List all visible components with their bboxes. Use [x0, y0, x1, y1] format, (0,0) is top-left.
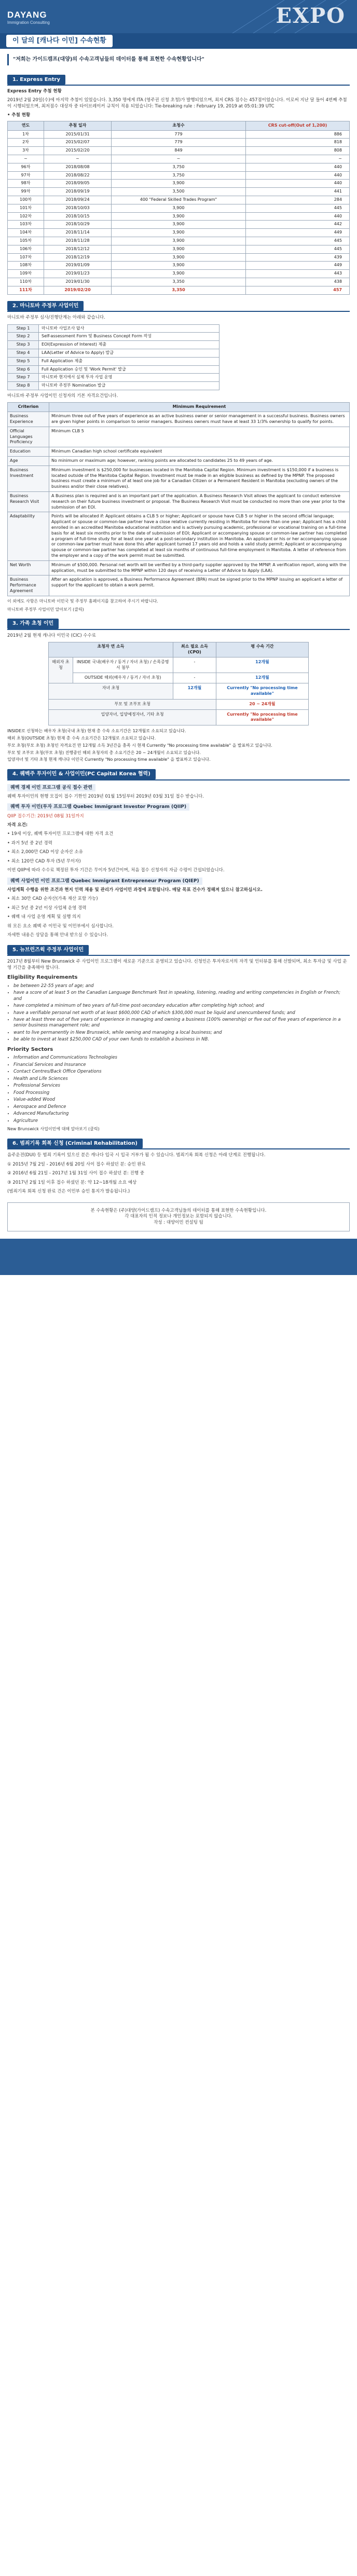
- section-quebec: [7, 769, 350, 938]
- table-row: [8, 237, 350, 245]
- intro: [0, 49, 357, 68]
- table-row: [8, 349, 219, 357]
- section-subtitle: Express Entry 추첨 현황: [7, 89, 62, 94]
- table-cell: 2019/02/20: [44, 286, 112, 294]
- column-header: 초청수: [112, 121, 246, 130]
- section-header: 2. 마니토바 주정부 사업이민: [7, 301, 84, 311]
- sub-heading-text: 퀘벡 사업이민 이민 프로그램 Quebec Immigrant Entrepreneur Program (QIEP): [7, 878, 202, 885]
- table-row: [8, 139, 350, 147]
- table-cell: 3,900: [112, 237, 246, 245]
- table-cell: INSIDE 국내(배우자 / 동거 / 자녀 초청) / 손목증명서 첨부: [73, 657, 173, 673]
- table-row: [8, 341, 219, 349]
- table-cell: Currently "No processing time available": [216, 709, 309, 725]
- footer-line: 본 수속현황은 (주)대양(가이드캠프) 수속고객님들의 데이터를 통해 표현한 수속현황입니다.: [90, 1208, 267, 1213]
- list-item: 부모 및 조부모 초청(부모 초청) 진행중인 해외 초청자의 총 소요기간은 20 ~ 24개월이 소요되고 있습니다.: [7, 750, 201, 755]
- criterion-name: Adaptability: [8, 512, 49, 560]
- criterion-name: Business Investment: [8, 465, 49, 491]
- section-express-entry: [7, 75, 350, 295]
- section-paragraph: 자세한 내용은 상담을 통해 안내 받으실 수 있습니다.: [7, 933, 108, 938]
- title-bar: [0, 33, 357, 49]
- table-cell: 3,900: [112, 245, 246, 253]
- table-cell: 102차: [8, 212, 44, 221]
- divider: [7, 779, 350, 780]
- table-cell: 111차: [8, 286, 44, 294]
- table-cell: 779: [112, 130, 246, 139]
- step-number: Step 3: [8, 341, 39, 349]
- table-cell: 284: [246, 196, 350, 204]
- criterion-name: Education: [8, 447, 49, 457]
- requirements-title: 자격 요건:: [7, 822, 28, 828]
- table-cell: 12개월: [216, 673, 309, 683]
- table-cell: 818: [246, 139, 350, 147]
- table-row: [8, 278, 350, 286]
- list-item: • have a verifiable personal net worth of at least $600,000 CAD of which $300,000 must be liquid and unencumbered funds; and: [13, 1010, 350, 1016]
- table-header-row: [8, 121, 350, 130]
- section-paragraph: 2017년 8월부터 New Brunswick 주 사업이민 프로그램이 새로운 기준으로 운영되고 있습니다. 신청인은 투자자로서의 자격 및 인터뷰를 통해 선발되며, 최소 투자금 및 사업 운영 기간을 충족해야 합니다.: [7, 959, 347, 970]
- table-row: [8, 253, 350, 262]
- step-description: 마니토바 주정부 Nomination 발급: [39, 382, 219, 390]
- table-row: [8, 204, 350, 212]
- table-cell: 2018/10/29: [44, 221, 112, 229]
- section-header: 4. 퀘벡주 투자이민 & 사업이민(PC Capital Korea 협력): [7, 769, 156, 779]
- section-paragraph: 퀘벡 투자이민의 현행 모집이 접수 기한인 2019년 01월 15일부터 2019년 03월 31일 접수 받습니다.: [7, 793, 204, 799]
- eligibility-title: Eligibility Requirements: [7, 975, 78, 981]
- draw-table: [7, 121, 350, 295]
- sub-heading: [7, 878, 350, 884]
- table-cell: 2018/12/12: [44, 245, 112, 253]
- table-cell: 부모 및 조부모 초청: [49, 699, 216, 709]
- table-row: [8, 576, 350, 596]
- list-item: • Food Processing: [13, 1090, 350, 1096]
- table-cell: -: [173, 657, 216, 673]
- list-item: 부모 초청(부모 초청) 초청인 자격요건 만 12개월 소득 3년간을 충족 시 현재 Currently "No processing time available" 을 발표하고 있습니다.: [7, 743, 272, 748]
- requirement-item: • 19세 이상, 퀘벡 투자이민 프로그램에 대한 자격 요건: [7, 831, 114, 837]
- table-cell: 109차: [8, 270, 44, 278]
- table-cell: 2018/11/14: [44, 229, 112, 237]
- table-cell: 108차: [8, 262, 44, 270]
- table-cell: 2018/08/08: [44, 163, 112, 171]
- sub-heading: [7, 785, 350, 791]
- table-cell: 110차: [8, 278, 44, 286]
- table-row: [8, 447, 350, 457]
- table-cell: 440: [246, 212, 350, 221]
- divider: [7, 311, 350, 312]
- criterion-requirement: Minimum CLB 5: [49, 427, 350, 447]
- table-cell: 20 ~ 24개월: [216, 699, 309, 709]
- requirement-item: • 과거 5년 중 2년 경력: [7, 840, 52, 846]
- table-cell: 1차: [8, 130, 44, 139]
- table-cell: 2018/10/03: [44, 204, 112, 212]
- criteria-table: [7, 402, 350, 596]
- table-row: [8, 155, 350, 163]
- table-cell: 2018/09/05: [44, 180, 112, 188]
- column-header: Criterion: [8, 403, 49, 412]
- requirement-item: • 최소 120만 CAD 투자 (5년 무이자): [7, 858, 81, 864]
- table-row: [8, 221, 350, 229]
- table-cell: 3,900: [112, 253, 246, 262]
- section-lead: 2019년 2월 현재 캐나다 이민국 (CIC) 수수료: [7, 633, 97, 638]
- list-item: • Aerospace and Defence: [13, 1104, 350, 1110]
- table-cell: 3,350: [112, 286, 246, 294]
- step-description: Full Application 제출: [39, 357, 219, 365]
- fee-table-wrap: [48, 642, 309, 725]
- section-manitoba: [7, 301, 350, 613]
- family-bullets: [7, 729, 350, 763]
- list-item: • want to live permanently in New Brunswick, while owning and managing a local business; and: [13, 1030, 350, 1036]
- sub-heading-text: 퀘벡 투자 이민(투자 프로그램 Quebec Immigrant Investor Program (QIIP): [7, 803, 189, 811]
- column-header: 추첨 일자: [44, 121, 112, 130]
- table-row: [8, 357, 219, 365]
- footer-note: [7, 1202, 350, 1231]
- table-row: [8, 196, 350, 204]
- footer-line: 각 대표자의 인적 정보나 개인정보는 포함되지 않습니다.: [125, 1214, 232, 1220]
- table-cell: 440: [246, 171, 350, 180]
- table-cell: 2019/01/23: [44, 270, 112, 278]
- table-cell: 445: [246, 245, 350, 253]
- table-cell: 101차: [8, 204, 44, 212]
- table-cell: 443: [246, 270, 350, 278]
- fee-table: [48, 642, 309, 725]
- requirement-item: • 최소 30만 CAD 순자산(가족 재산 포함 가능): [7, 896, 98, 902]
- section-paragraph: 위 모든 요소 퀘벡 주 이민국 및 이민부에서 심사합니다.: [7, 923, 114, 929]
- divider: [7, 85, 350, 86]
- table-body: [8, 324, 219, 390]
- table-row: [8, 560, 350, 576]
- table-cell: 445: [246, 204, 350, 212]
- table-body: [8, 412, 350, 596]
- criterion-name: Official Languages Proficiency: [8, 427, 49, 447]
- table-cell: 97차: [8, 171, 44, 180]
- table-row: [49, 657, 309, 673]
- table-cell: 3,900: [112, 204, 246, 212]
- section-new-brunswick: [7, 945, 350, 1132]
- table-cell: 100차: [8, 196, 44, 204]
- criterion-name: Business Performance Agreement: [8, 576, 49, 596]
- table-cell: OUTSIDE 해외(배우자 / 동거 / 자녀 초청): [73, 673, 173, 683]
- table-cell: -: [173, 673, 216, 683]
- table-cell: 3,900: [112, 180, 246, 188]
- requirement-item: • 최소 2,000만 CAD 이상 순자산 소유: [7, 849, 83, 855]
- table-cell: 3,750: [112, 171, 246, 180]
- table-row: [8, 270, 350, 278]
- requirement-item: • 퀘벡 내 사업 운영 계획 및 실행 의지: [7, 914, 81, 920]
- table-cell: ~: [44, 155, 112, 163]
- table-row: [8, 512, 350, 560]
- table-cell: 3차: [8, 147, 44, 155]
- list-item: INSIDE로 신청하는 배우자 초청(국내 초청) 현재 총 수속 소요기간은 12개월로 소요되고 있습니다.: [7, 729, 186, 734]
- column-header: 연도: [8, 121, 44, 130]
- table-row: [8, 333, 219, 341]
- criterion-requirement: Minimum of $500,000. Personal net worth will be verified by a third-party supplier approved by the MPNP. A verification report, along with the application, must be submitted to the MPNP within 120 days of receiving a Letter of Advice to Apply (LAA).: [49, 560, 350, 576]
- column-header: CRS cut-off(Out of 1,200): [246, 121, 350, 130]
- section-paragraph: 사업계획 수행을 위한 조건과 현지 인력 채용 및 관리가 사업이민 과정에 포함됩니다. 매달 목표 건수가 정해져 있으니 참고하십시오.: [7, 887, 263, 893]
- criterion-name: Net Worth: [8, 560, 49, 576]
- table-cell: 96차: [8, 163, 44, 171]
- table-row: [49, 673, 309, 683]
- step-description: 마니토바 사업조사 답사: [39, 324, 219, 333]
- bottom-band: [0, 1239, 357, 1275]
- section-note: 이 외에도 사항은 마니토바 이민국 및 주정부 홈페이지를 참고하여 주시기 바랍니다.: [7, 598, 158, 604]
- table-cell: 400 "Federal Skilled Trades Program": [112, 196, 246, 204]
- table-cell: 3,500: [112, 188, 246, 196]
- table-cell: 입양자녀, 입양예정자녀, 기타 초청: [49, 709, 216, 725]
- table-row: [8, 286, 350, 294]
- table-cell: 2015/02/07: [44, 139, 112, 147]
- list-item: • Professional Services: [13, 1083, 350, 1089]
- table-cell: 445: [246, 237, 350, 245]
- table-cell: 106차: [8, 245, 44, 253]
- table-cell: 2018/09/24: [44, 196, 112, 204]
- table-cell: 3,900: [112, 262, 246, 270]
- criterion-requirement: Minimum investment is $250,000 for businesses located in the Manitoba Capital Region. Minimum investment is $150,000 if a business is located outside of the Manitoba Capital Region. Investment must be made in an eligible business as defined by the MPNP. The proposed business must create a minimum of at least one job for a Canadian Citizen or a Permanent Resident in Manitoba (excluding owners of the business and/or their close relatives).: [49, 465, 350, 491]
- list-item: ② 2016년 6월 21일 - 2017년 1월 31일 사이 접수 하셨던 분: 진행 중: [7, 1171, 144, 1176]
- step-number: Step 8: [8, 382, 39, 390]
- table-cell: 439: [246, 253, 350, 262]
- table-row: [8, 365, 219, 374]
- section-paragraph: 음주운전(DUI) 등 범죄 기록이 있으신 분은 캐나다 입국 시 입국 거부가 될 수 있습니다. 범죄기록 회복 신청은 아래 단계로 진행됩니다.: [7, 1153, 266, 1158]
- table-cell: 438: [246, 278, 350, 286]
- step-number: Step 6: [8, 365, 39, 374]
- criterion-requirement: No minimum or maximum age; however, ranking points are allocated to candidates 25 to 49 years of age.: [49, 457, 350, 466]
- list-item: • have a score of at least 5 on the Canadian Language Benchmark Test in speaking, listening, reading and writing competencies in English or French; and: [13, 990, 350, 1002]
- table-cell: 3,900: [112, 212, 246, 221]
- table-cell: 해외자 초청: [49, 657, 73, 683]
- table-row: [8, 457, 350, 466]
- step-number: Step 1: [8, 324, 39, 333]
- table-header-row: [49, 642, 309, 657]
- table-cell: 441: [246, 188, 350, 196]
- table-cell: ~: [246, 155, 350, 163]
- intro-note: "저희는 가이드캠프(대양)의 수속고객님들의 데이터를 통해 표현한 수속현황입니다": [7, 54, 350, 65]
- page-title: 이 달의 [캐나다 이민] 수속현황: [6, 35, 113, 47]
- table-cell: 440: [246, 163, 350, 171]
- column-header: 최소 필요 소득 (CPO): [173, 642, 216, 657]
- table-row: [8, 427, 350, 447]
- table-row: [49, 683, 309, 700]
- table-cell: 3,900: [112, 229, 246, 237]
- table-row: [8, 412, 350, 427]
- criterion-name: Business Research Visit: [8, 491, 49, 512]
- table-row: [8, 491, 350, 512]
- table-row: [8, 374, 219, 382]
- criteria-lead: 마니토바 주정부 사업이민 신청자의 기본 자격요건입니다.: [7, 393, 118, 399]
- step-description: 마니토바 현지에서 실제 투자 사업 운영: [39, 374, 219, 382]
- step-number: Step 7: [8, 374, 39, 382]
- table-cell: 2019/01/09: [44, 262, 112, 270]
- table-cell: 849: [112, 147, 246, 155]
- divider: [7, 1148, 350, 1149]
- column-header: 초청자 연 소득: [49, 642, 173, 657]
- table-row: [8, 245, 350, 253]
- table-row: [8, 465, 350, 491]
- list-item: 입양자녀 및 기타 초청 현재 캐나다 이민국 Currently "No processing time available" 을 발표하고 있습니다.: [7, 757, 211, 762]
- table-row: [8, 171, 350, 180]
- criterion-requirement: Minimum Canadian high school certificate equivalent: [49, 447, 350, 457]
- table-row: [8, 262, 350, 270]
- table-cell: 442: [246, 221, 350, 229]
- divider: [7, 955, 350, 956]
- section-header: 1. Express Entry: [7, 75, 65, 85]
- table-cell: ~: [112, 155, 246, 163]
- sectors-list: [7, 1055, 350, 1124]
- table-cell: 449: [246, 262, 350, 270]
- criterion-name: Business Experience: [8, 412, 49, 427]
- qiip-deadline: QIIP 접수기간: 2019년 08월 31일까지: [7, 813, 84, 819]
- new-brunswick-link[interactable]: New Brunswick 사업이민에 대해 알아보기 (클릭): [7, 1127, 100, 1132]
- table-cell: 12개월: [173, 683, 216, 700]
- step-description: Self-assessment Form 및 Business Concept Form 작성: [39, 333, 219, 341]
- page: [0, 0, 357, 1275]
- step-number: Step 5: [8, 357, 39, 365]
- table-header-row: [8, 403, 350, 412]
- eligibility-list: [7, 983, 350, 1043]
- table-row: [8, 180, 350, 188]
- section-criminal-rehab: [7, 1139, 350, 1195]
- table-cell: 104차: [8, 229, 44, 237]
- list-item: • Financial Services and Insurance: [13, 1062, 350, 1068]
- footer-line: 작성 : 대양이민 컨설팅 팀: [154, 1220, 203, 1225]
- criterion-requirement: A Business plan is required and is an important part of the application. A Business Research Visit allows the applicant to conduct extensive research on their future business investment or proposal. The Business Research Visit must be conducted no more than one year prior to the submission of an EOI.: [49, 491, 350, 512]
- table-row: [8, 130, 350, 139]
- table-cell: 2018/12/19: [44, 253, 112, 262]
- column-header: 평 수속 기간: [216, 642, 309, 657]
- list-item: • Information and Communications Technologies: [13, 1055, 350, 1061]
- column-header: Minimum Requirement: [49, 403, 350, 412]
- list-item: ③ 2017년 2월 1일 이후 접수 하셨던 분: 약 12~18개월 소요 예상: [7, 1180, 137, 1185]
- criterion-requirement: Points will be allocated if: Applicant obtains a CLB 5 or higher; Applicant or spouse have CLB 5 or higher in the second official language; Applicant or spouse or common-law partner have a close relative currently residing in Manitoba for more than one year; Applicant has a child enrolled in an accredited Manitoba educational institution and is actively pursuing academic, professional or vocational training on a full-time basis for at least six months prior to the date of submission of EOI; Applicant or accompanying spouse or common-law partner has completed a program of full-time study for at least one year at a post-secondary institution in Manitoba. An applicant or his or her accompanying spouse or common-law partner must have done this after applicant turned 17 years old and holds a valid study permit; Applicant or accompanying spouse or common-law partner has completed at least six months of continuous full-time employment in Manitoba. A letter of reference from the employer and a copy of the work permit must be submitted.: [49, 512, 350, 560]
- manitoba-link[interactable]: 마니토바 주정부 사업이민 알아보기 (클릭): [7, 607, 84, 612]
- list-item: • have at least three out of five years of experience in managing and owning a business (100% ownership) or five out of five years of experience in a senior business management role; and: [13, 1017, 350, 1029]
- table-cell: 2018/10/15: [44, 212, 112, 221]
- table-cell: 457: [246, 286, 350, 294]
- list-item: • be able to invest at least $250,000 CAD of your own funds to establish a business in NB.: [13, 1037, 350, 1043]
- divider: [7, 629, 350, 630]
- table-cell: 12개월: [216, 657, 309, 673]
- table-row: [8, 382, 219, 390]
- list-item: • Contact Centres/Back Office Operations: [13, 1069, 350, 1075]
- table-cell: 103차: [8, 221, 44, 229]
- table-cell: 3,350: [112, 278, 246, 286]
- criterion-name: Age: [8, 457, 49, 466]
- table-cell: 3,900: [112, 221, 246, 229]
- table-row: [8, 147, 350, 155]
- section-lead: 마니토바 주정부 심사/진행단계는 아래와 같습니다.: [7, 315, 105, 321]
- table-row: [8, 229, 350, 237]
- table-cell: 2018/08/22: [44, 171, 112, 180]
- table-row: [49, 699, 309, 709]
- section-family: [7, 619, 350, 763]
- sub-heading: [7, 804, 350, 810]
- expo-wordmark: EXPO: [276, 4, 346, 28]
- table-row: [8, 163, 350, 171]
- list-item: • be between 22-55 years of age; and: [13, 983, 350, 989]
- table-row: [8, 324, 219, 333]
- list-item: • Value-added Wood: [13, 1097, 350, 1103]
- table-row: [8, 212, 350, 221]
- section-header: 3. 가족 초청 이민: [7, 619, 59, 629]
- table-cell: 3,900: [112, 270, 246, 278]
- table-cell: 808: [246, 147, 350, 155]
- sectors-title: Priority Sectors: [7, 1046, 53, 1052]
- logo-subtitle: Immigration Consulting: [7, 20, 50, 25]
- requirement-item: • 최근 5년 중 2년 이상 사업체 운영 경력: [7, 905, 87, 911]
- table-cell: 107차: [8, 253, 44, 262]
- step-description: Full Application 승인 및 'Work Permit' 발급: [39, 365, 219, 374]
- table-cell: 2018/09/19: [44, 188, 112, 196]
- step-number: Step 2: [8, 333, 39, 341]
- list-item: (범죄기록 회복 신청 완료 건은 이민부 승인 통지가 발송됩니다.): [7, 1189, 130, 1195]
- section-paragraph: 2019년 2월 20일(수)에 마지막 추첨이 있었습니다. 3,350 명에게 ITA (영주권 신청 초청)가 발행되었으며, 최저 CRS 점수는 457점이었습니다. 이로써 지난 달 들어 4번째 추첨이 시행되었으며, 최저점수 대상자 중 타이브레이커 규칙이 적용 되었습니다: Tie-breaking rule : February 19, 2019 at 05:01:39 UTC: [7, 98, 347, 109]
- list-item: • have completed a minimum of two years of full-time post-secondary education after completing high school; and: [13, 1003, 350, 1009]
- list-item: 해외 초청(OUTSIDE 초청) 현재 총 수속 소요기간은 12개월로 소요되고 있습니다.: [7, 736, 156, 741]
- list-item: ① 2015년 7월 2일 - 2016년 6월 20일 사이 접수 하셨던 분: 승인 완료: [7, 1161, 146, 1167]
- list-item: • Agriculture: [13, 1118, 350, 1124]
- sub-heading-text: 퀘벡 경제 이민 프로그램 공식 접수 관련: [7, 784, 95, 791]
- table-cell: 2019/01/30: [44, 278, 112, 286]
- table-body: [8, 130, 350, 294]
- table-row: [49, 709, 309, 725]
- table-cell: 779: [112, 139, 246, 147]
- table-cell: 2015/02/20: [44, 147, 112, 155]
- section-header: 5. 뉴브런즈윅 주정부 사업이민: [7, 945, 89, 955]
- section-header: 6. 범죄기록 회복 신청 (Criminal Rehabilitation): [7, 1139, 143, 1149]
- header-banner: [0, 0, 357, 33]
- table-cell: Currently "No processing time available": [216, 683, 309, 700]
- section-paragraph: 이번 QIIP에 따라 수수료 책정된 투자 기간은 무이자 5년간이며, 처음 접수 신청자의 자금 수령이 간섭되었습니다.: [7, 868, 225, 873]
- table-title: • 추첨 현황: [7, 113, 31, 118]
- table-cell: 자녀 초청: [49, 683, 173, 700]
- table-cell: 105차: [8, 237, 44, 245]
- steps-table: [7, 324, 219, 390]
- table-cell: 2차: [8, 139, 44, 147]
- table-cell: 886: [246, 130, 350, 139]
- list-item: • Health and Life Sciences: [13, 1076, 350, 1082]
- criterion-requirement: After an application is approved, a Business Performance Agreement (BPA) must be signed prior to the MPNP issuing an applicant a letter of support for the applicant to obtain a work permit.: [49, 576, 350, 596]
- table-cell: 99차: [8, 188, 44, 196]
- step-description: LAA(Letter of Advice to Apply) 발급: [39, 349, 219, 357]
- step-description: EOI(Expression of Interest) 제출: [39, 341, 219, 349]
- step-number: Step 4: [8, 349, 39, 357]
- list-item: • Advanced Manufacturing: [13, 1111, 350, 1117]
- table-cell: 2015/01/31: [44, 130, 112, 139]
- criterion-requirement: Minimum three out of five years of experience as an active business owner or senior management in a successful business. Business owners are given higher points in comparison to senior managers. Business owners must have at least 33 1/3% ownership to qualify for points.: [49, 412, 350, 427]
- table-cell: 449: [246, 229, 350, 237]
- table-row: [8, 188, 350, 196]
- table-cell: 98차: [8, 180, 44, 188]
- table-cell: 3,750: [112, 163, 246, 171]
- table-cell: 440: [246, 180, 350, 188]
- logo: DAYANG: [7, 10, 47, 20]
- table-cell: 2018/11/28: [44, 237, 112, 245]
- table-cell: ~: [8, 155, 44, 163]
